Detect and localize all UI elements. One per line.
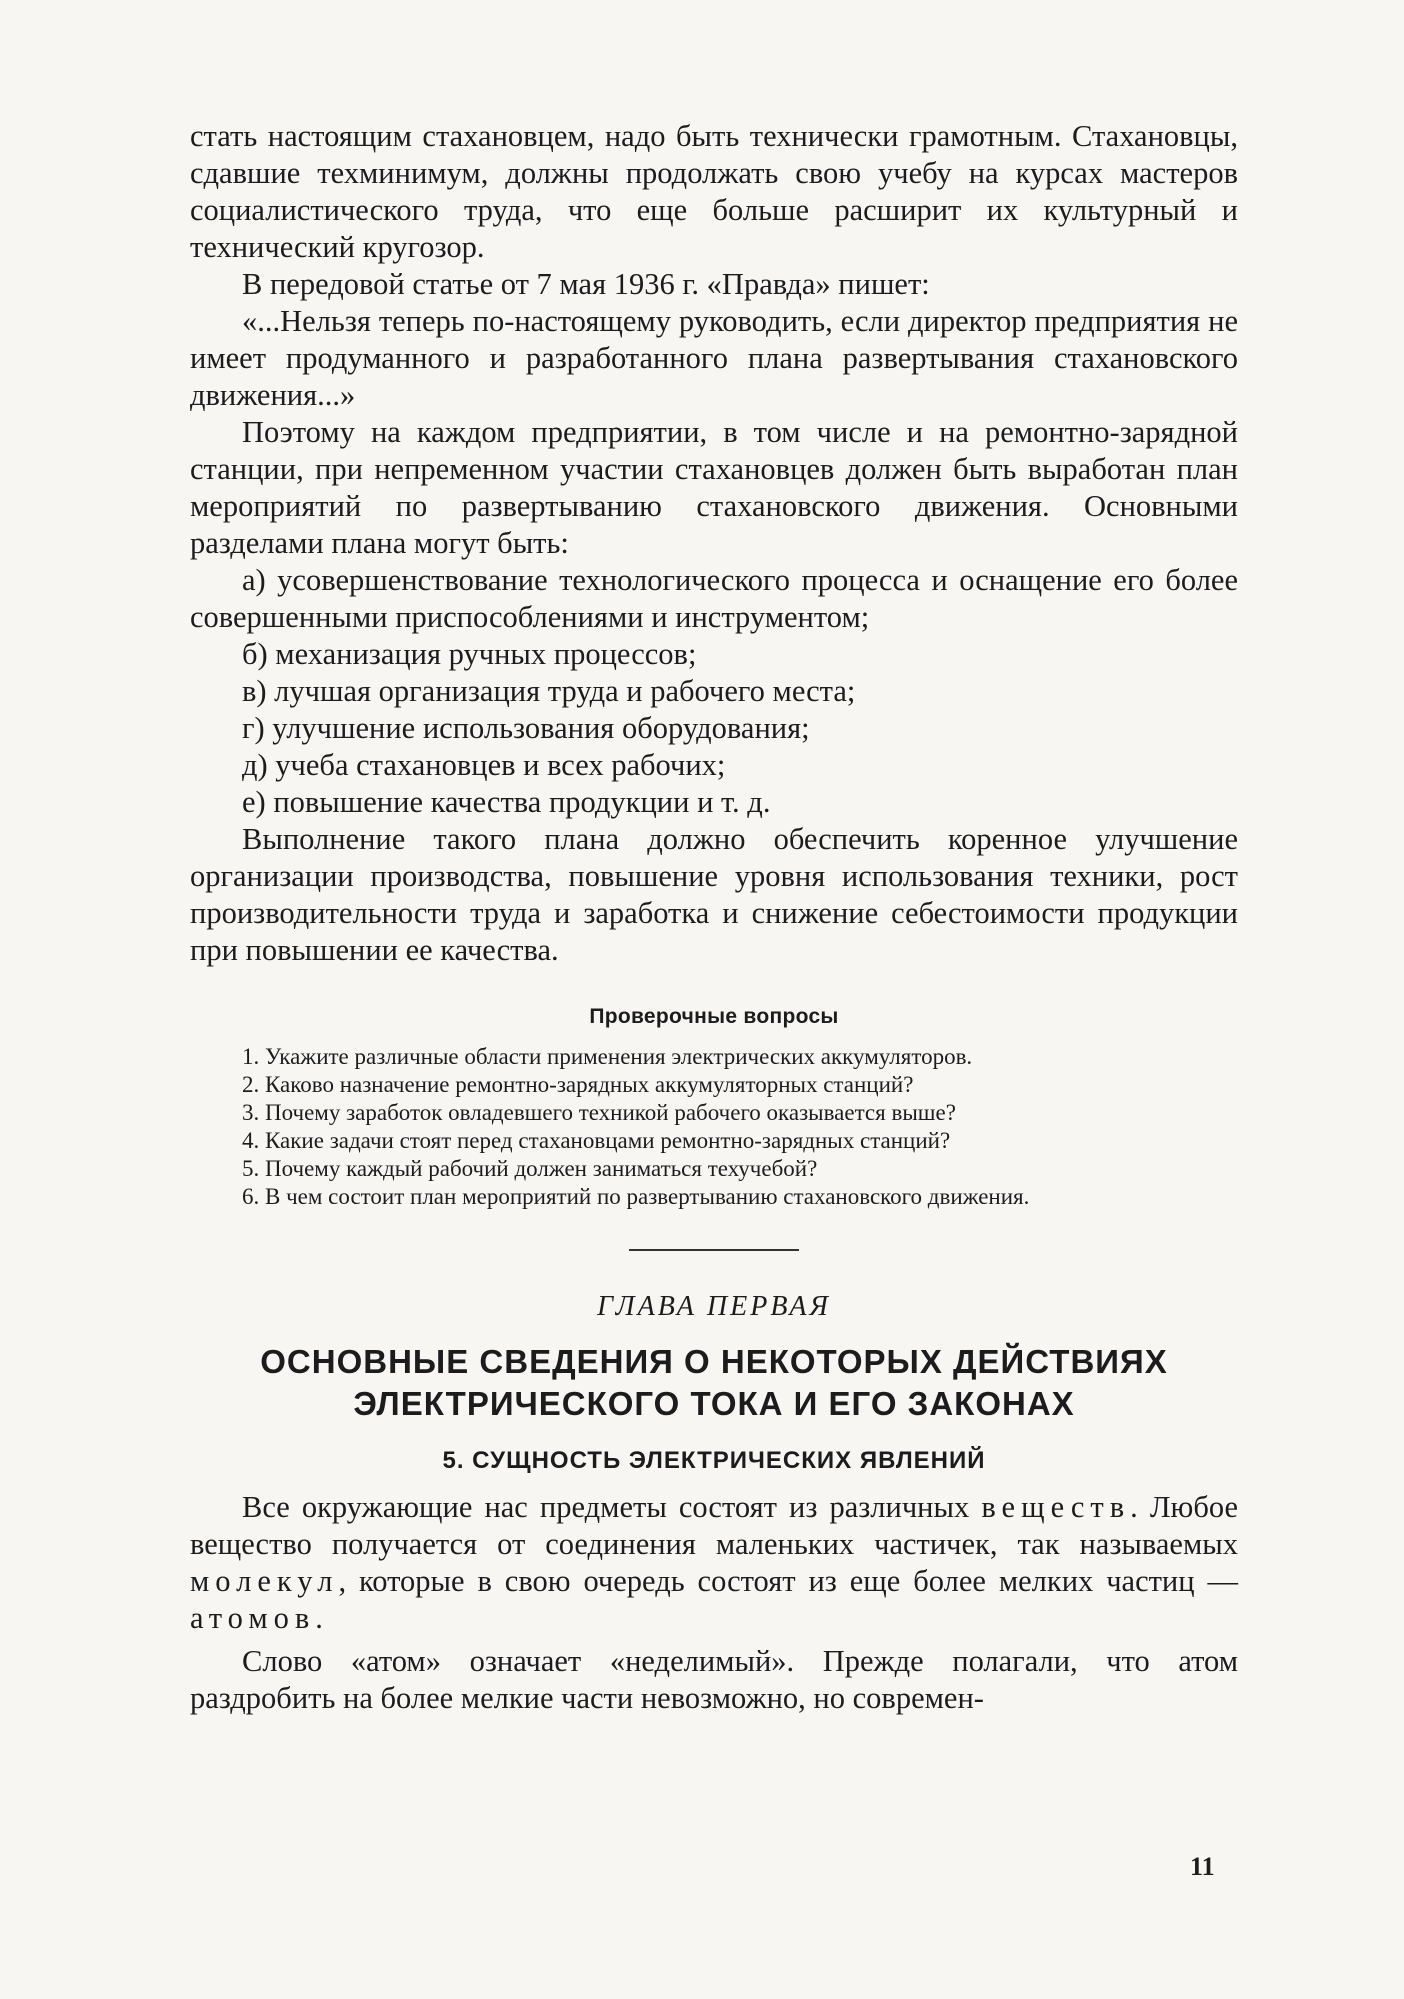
spaced-term: атомов (190, 1601, 316, 1635)
page-content (190, 118, 1238, 1717)
list-item: а) усовершенствование технологического процесса и оснащение его более совершенными приспособлениями и инструментом; (190, 563, 1238, 634)
list-item: д) учеба стахановцев и всех рабочих; (242, 748, 726, 782)
question-item: 2. Каково назначение ремонтно-зарядных аккумуляторных станций? (242, 1072, 914, 1097)
chapter-label: ГЛАВА ПЕРВАЯ (597, 1291, 831, 1322)
chapter-title-line: ОСНОВНЫЕ СВЕДЕНИЯ О НЕКОТОРЫХ ДЕЙСТВИЯХ (260, 1343, 1168, 1380)
list-item: б) механизация ручных процессов; (242, 637, 697, 671)
section-title: 5. СУЩНОСТЬ ЭЛЕКТРИЧЕСКИХ ЯВЛЕНИЙ (442, 1447, 986, 1474)
page-number: 11 (1190, 1852, 1215, 1881)
chapter-title-line: ЭЛЕКТРИЧЕСКОГО ТОКА И ЕГО ЗАКОНАХ (353, 1385, 1075, 1422)
question-item: 4. Какие задачи стоят перед стахановцами ремонтно-зарядных станций? (242, 1128, 951, 1153)
list-item: г) улучшение использования оборудования; (242, 711, 810, 745)
paragraph (190, 1489, 1238, 1637)
plan-list (190, 562, 1238, 821)
text-run: Все окружающие нас предметы состоят из различных (242, 1490, 982, 1524)
question-item: 5. Почему каждый рабочий должен заниматься техучебой? (242, 1156, 818, 1181)
text-run: . (315, 1601, 323, 1635)
spaced-term: молекул (190, 1564, 339, 1598)
quote-paragraph: «...Нельзя теперь по-настоящему руководить, если директор предприятия не имеет продуманного и разработанного плана развертывания стахановского движения...» (190, 304, 1238, 412)
paragraph: стать настоящим стахановцем, надо быть технически грамотным. Стахановцы, сдавшие техминимум, должны продолжать свою учебу на курсах мастеров социалистического труда, что еще больше расширит их культурный и технический кругозор. (190, 119, 1238, 264)
text-run: . Любое вещество получается от соединения маленьких частичек, так называемых (190, 1490, 1238, 1561)
spaced-term: веществ (981, 1490, 1131, 1524)
paragraph: Поэтому на каждом предприятии, в том числе и на ремонтно-зарядной станции, при непременном участии стахановцев должен быть выработан план мероприятий по развертыванию стахановского движения. Основными разделами плана могут быть: (190, 415, 1238, 560)
question-item: 6. В чем состоит план мероприятий по развертыванию стахановского движения. (242, 1184, 1030, 1209)
paragraph: Слово «атом» означает «неделимый». Прежде полагали, что атом раздробить на более мелкие части невозможно, но современ- (190, 1644, 1238, 1715)
questions-list (190, 1043, 1238, 1211)
questions-title: Проверочные вопросы (589, 1005, 839, 1028)
chapter-title (190, 1341, 1238, 1425)
paragraph: В передовой статье от 7 мая 1936 г. «Правда» пишет: (242, 267, 930, 301)
question-item: 1. Укажите различные области применения электрических аккумуляторов. (242, 1044, 973, 1069)
section-divider (629, 1249, 799, 1251)
text-run: , которые в свою очередь состоят из еще более мелких частиц — (338, 1564, 1238, 1598)
question-item: 3. Почему заработок овладевшего техникой рабочего оказывается выше? (242, 1100, 956, 1125)
list-item: е) повышение качества продукции и т. д. (242, 785, 771, 819)
paragraph: Выполнение такого плана должно обеспечить коренное улучшение организации производства, повышение уровня использования техники, рост производительности труда и заработка и снижение себестоимости продукции при повышении ее качества. (190, 822, 1238, 967)
list-item: в) лучшая организация труда и рабочего места; (242, 674, 856, 708)
